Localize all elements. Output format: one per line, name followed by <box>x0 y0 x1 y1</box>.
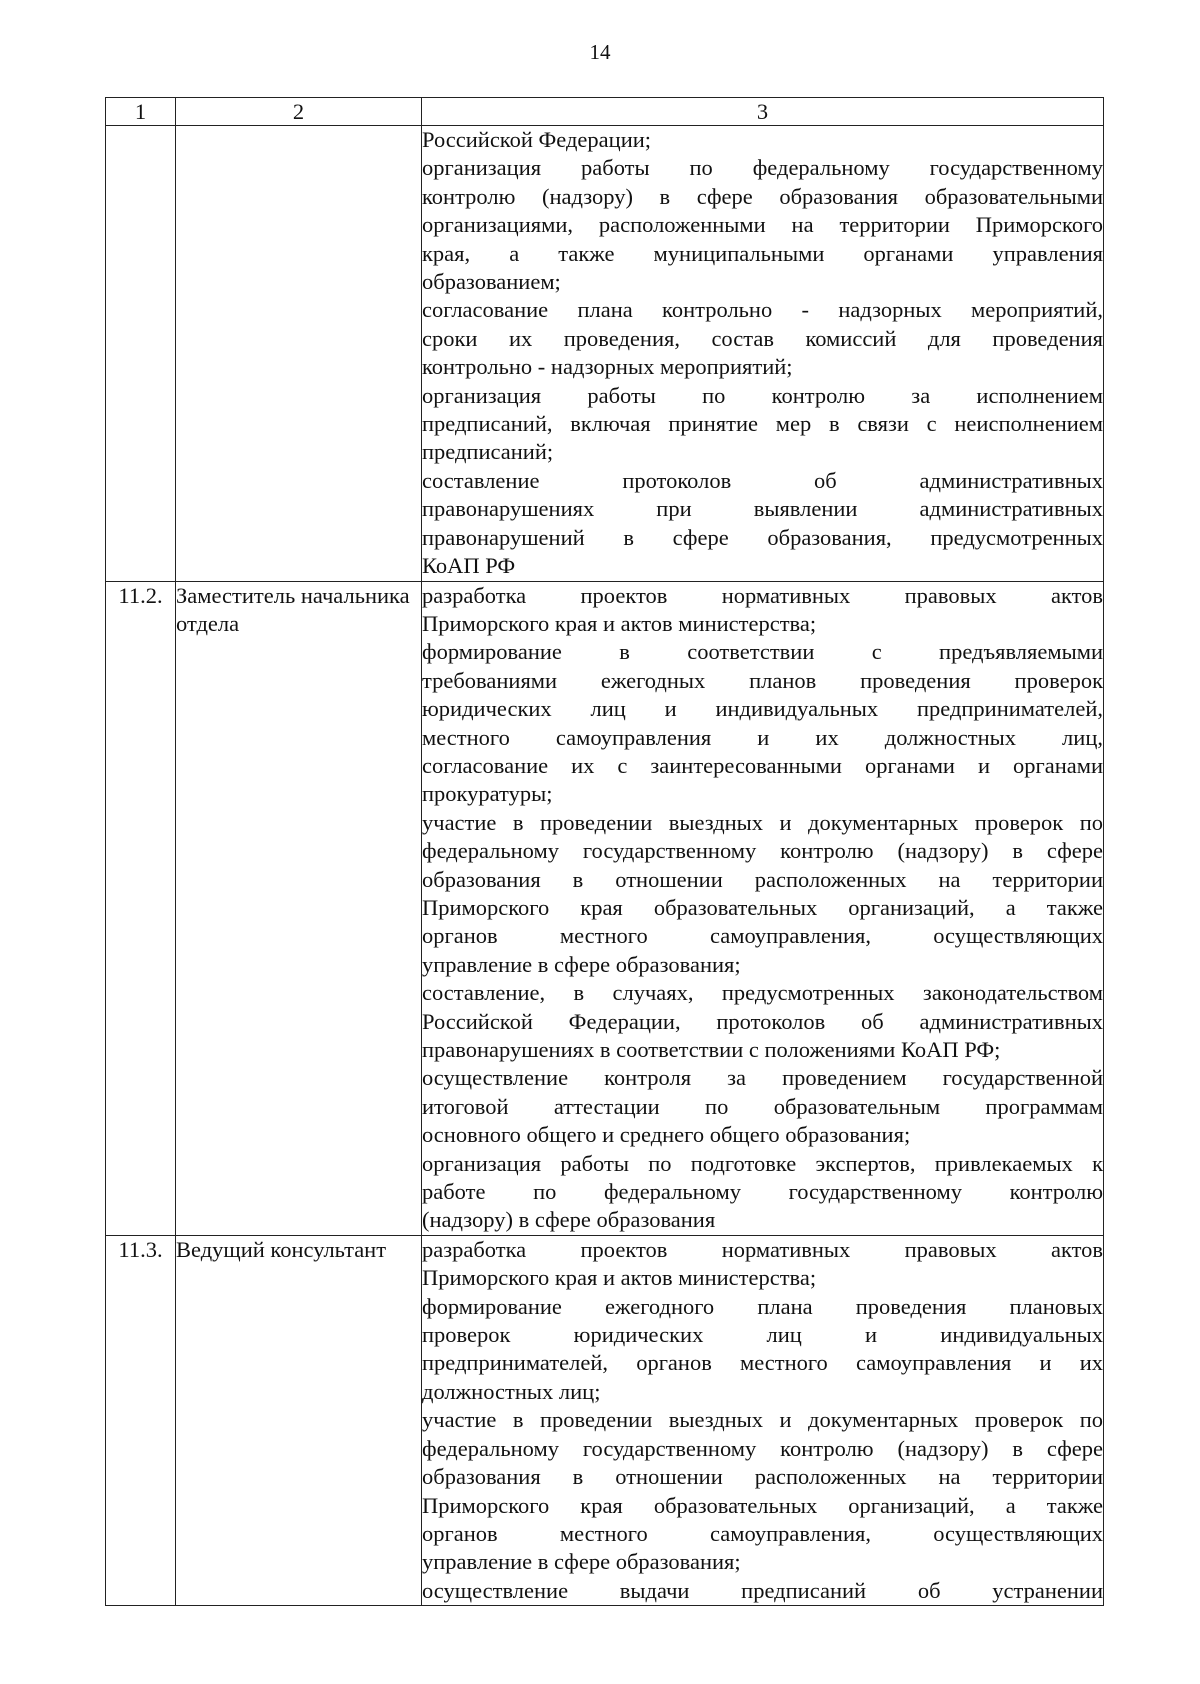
column-header-2: 2 <box>176 98 422 126</box>
duty-text-line: участие в проведении выездных и документарных проверок по <box>422 809 1103 835</box>
duty-text-line: предписаний, включая принятие мер в связи с неисполнением <box>422 411 1103 437</box>
duty-text-line: итоговой аттестации по образовательным программам <box>422 1093 1103 1119</box>
page-number: 14 <box>589 40 611 64</box>
column-header-3: 3 <box>422 98 1104 126</box>
header-row <box>106 98 1104 126</box>
duty-text-line: (надзору) в сфере образования <box>422 1207 716 1233</box>
duty-text-line: согласование их с заинтересованными органами и органами <box>422 752 1103 778</box>
duty-text-line: формирование ежегодного плана проведения плановых <box>422 1293 1103 1319</box>
duty-text-line: осуществление выдачи предписаний об устранении <box>422 1577 1103 1603</box>
duty-text-line: проверок юридических лиц и индивидуальных <box>422 1322 1103 1348</box>
duty-text-line: Российской Федерации, протоколов об административных <box>422 1008 1103 1034</box>
duty-text-line: осуществление контроля за проведением государственной <box>422 1065 1103 1091</box>
duty-text-line: КоАП РФ <box>422 553 516 579</box>
duty-text-line: правонарушениях при выявлении административных <box>422 496 1103 522</box>
duty-text-line: края, а также муниципальными органами управления <box>422 240 1103 266</box>
duty-text-line: разработка проектов нормативных правовых актов <box>422 582 1103 608</box>
duty-text-line: юридических лиц и индивидуальных предпринимателей, <box>422 696 1103 722</box>
duty-text-line: федеральному государственному контролю (надзору) в сфере <box>422 1435 1103 1461</box>
duty-text-line: организация работы по подготовке экспертов, привлекаемых к <box>422 1150 1103 1176</box>
duty-text-line: организация работы по контролю за исполнением <box>422 382 1103 408</box>
duty-text-line: Приморского края образовательных организаций, а также <box>422 1492 1103 1518</box>
duty-text-line: правонарушениях в соответствии с положениями КоАП РФ; <box>422 1037 1001 1062</box>
position-title-cell: Заместитель начальника отдела <box>176 581 422 1235</box>
duty-text-line: местного самоуправления и их должностных лиц, <box>422 724 1103 750</box>
duty-text-line: должностных лиц; <box>422 1378 601 1404</box>
duty-text-line: составление протоколов об административных <box>422 467 1103 493</box>
duty-text-line: организациями, расположенными на территории Приморского <box>422 212 1103 238</box>
duty-text-line: контролю (надзору) в сфере образования образовательными <box>422 183 1103 209</box>
duty-text-line: образованием; <box>422 269 561 295</box>
duty-text-line: правонарушений в сфере образования, предусмотренных <box>422 524 1103 550</box>
duty-text-line: федеральному государственному контролю (надзору) в сфере <box>422 838 1103 864</box>
duties-description-cell <box>422 1235 1104 1605</box>
table-row <box>106 126 1104 582</box>
row-number-cell <box>106 126 176 582</box>
duty-text-line: образования в отношении расположенных на территории <box>422 1464 1103 1490</box>
duty-text-line: управление в сфере образования; <box>422 1549 741 1575</box>
duty-text-line: контрольно - надзорных мероприятий; <box>422 354 793 380</box>
duty-text-line: организация работы по федеральному государственному <box>422 155 1103 181</box>
duties-description-cell <box>422 126 1104 582</box>
duty-text-line: разработка проектов нормативных правовых актов <box>422 1236 1103 1262</box>
duty-text-line: Российской Федерации; <box>422 127 652 152</box>
duty-text-line: органов местного самоуправления, осуществляющих <box>422 923 1103 949</box>
duty-text-line: образования в отношении расположенных на территории <box>422 866 1103 892</box>
duty-text-line: основного общего и среднего общего образования; <box>422 1122 911 1148</box>
row-number-cell: 11.2. <box>106 581 176 1235</box>
duty-text-line: предписаний; <box>422 439 554 465</box>
position-title-cell: Ведущий консультант <box>176 1235 422 1605</box>
duty-text-line: предпринимателей, органов местного самоуправления и их <box>422 1350 1103 1376</box>
duty-text-line: органов местного самоуправления, осуществляющих <box>422 1520 1103 1546</box>
duties-description-cell <box>422 581 1104 1235</box>
duties-table <box>105 97 1104 1606</box>
duty-text-line: работе по федеральному государственному контролю <box>422 1179 1103 1205</box>
duty-text-line: Приморского края образовательных организаций, а также <box>422 894 1103 920</box>
position-title-cell <box>176 126 422 582</box>
row-number-cell: 11.3. <box>106 1235 176 1605</box>
duty-text-line: формирование в соответствии с предъявляемыми <box>422 639 1103 665</box>
column-header-1: 1 <box>106 98 176 126</box>
duty-text-line: сроки их проведения, состав комиссий для проведения <box>422 325 1103 351</box>
duty-text-line: прокуратуры; <box>422 781 553 807</box>
table-row <box>106 581 1104 1235</box>
duty-text-line: согласование плана контрольно - надзорных мероприятий, <box>422 297 1103 323</box>
duty-text-line: участие в проведении выездных и документарных проверок по <box>422 1407 1103 1433</box>
duty-text-line: составление, в случаях, предусмотренных законодательством <box>422 980 1103 1006</box>
table-row <box>106 1235 1104 1605</box>
duty-text-line: Приморского края и актов министерства; <box>422 610 817 636</box>
duty-text-line: Приморского края и актов министерства; <box>422 1265 817 1291</box>
duty-text-line: требованиями ежегодных планов проведения проверок <box>422 667 1103 693</box>
duty-text-line: управление в сфере образования; <box>422 951 741 977</box>
